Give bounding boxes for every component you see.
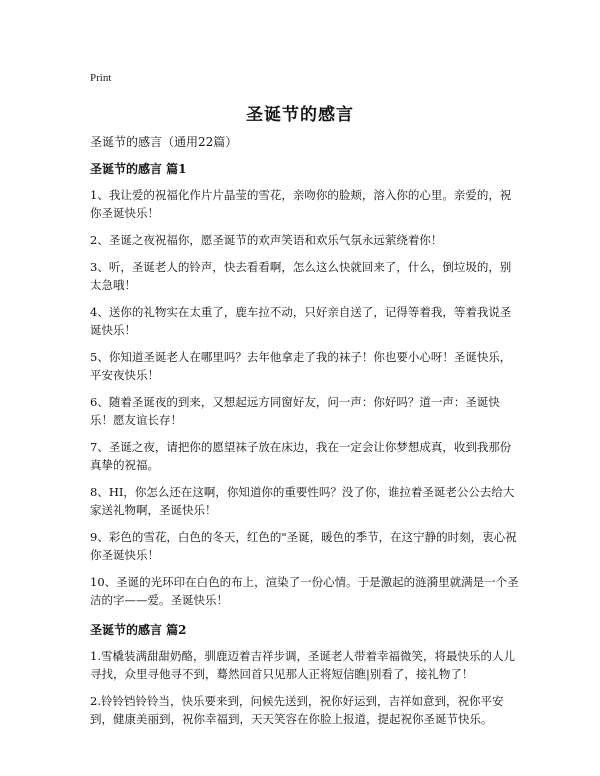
page-title: 圣诞节的感言 — [246, 105, 354, 125]
print-link[interactable]: Print — [90, 72, 112, 84]
paragraph: 3、听，圣诞老人的铃声，快去看看啊，怎么这么快就回来了，什么，倒垃圾的，别太急哦！ — [90, 260, 512, 292]
paragraph: 2.铃铃铛铃铃当，快乐要来到，问候先送到，祝你好运到，吉祥如意到，祝你平安到，健康美丽到，祝你幸福到，天天笑容在你脸上报道，提起祝你圣诞节快乐。 — [90, 694, 504, 726]
paragraph: 8、HI，你怎么还在这啊，你知道你的重要性吗？没了你，谁拉着圣诞老公公去给大家送礼物啊，圣诞快乐！ — [90, 485, 515, 517]
section-heading-1: 圣诞节的感言 篇1 — [90, 162, 187, 176]
paragraph: 1、我让爱的祝福化作片片晶莹的雪花，亲吻你的脸颊，溶入你的心里。亲爱的，祝你圣诞快乐！ — [90, 188, 512, 220]
paragraph: 10、圣诞的光环印在白色的布上，渲染了一份心情。于是激起的涟漪里就满是一个圣洁的字——爱。圣诞快乐！ — [90, 575, 519, 607]
document-content — [90, 133, 520, 737]
paragraph: 5、你知道圣诞老人在哪里吗？去年他拿走了我的袜子！你也要小心呀！圣诞快乐，平安夜快乐！ — [90, 350, 512, 382]
section-heading-2: 圣诞节的感言 篇2 — [90, 623, 187, 637]
paragraph: 6、随着圣诞夜的到来，又想起远方同窗好友，问一声：你好吗？道一声：圣诞快乐！愿友谊长存！ — [90, 395, 500, 427]
paragraph: 9、彩色的雪花，白色的冬天，红色的"圣诞，暖色的季节，在这宁静的时刻，衷心祝你圣诞快乐！ — [90, 530, 517, 562]
paragraph: 4、送你的礼物实在太重了，鹿车拉不动，只好亲自送了，记得等着我，等着我说圣诞快乐！ — [90, 305, 512, 337]
paragraph: 7、圣诞之夜，请把你的愿望袜子放在床边，我在一定会让你梦想成真，收到我那份真挚的祝福。 — [90, 440, 512, 472]
paragraph: 1.雪橇装满甜甜奶酪，驯鹿迈着吉祥步调，圣诞老人带着幸福微笑，将最快乐的人儿寻找，众里寻他寻不到，蓦然回首只见那人正将短信瞧|别看了，接礼物了！ — [90, 649, 515, 681]
document-subtitle: 圣诞节的感言（通用22篇） — [90, 135, 238, 149]
paragraph: 2、圣诞之夜祝福你，愿圣诞节的欢声笑语和欢乐气氛永远萦绕着你！ — [90, 233, 443, 247]
